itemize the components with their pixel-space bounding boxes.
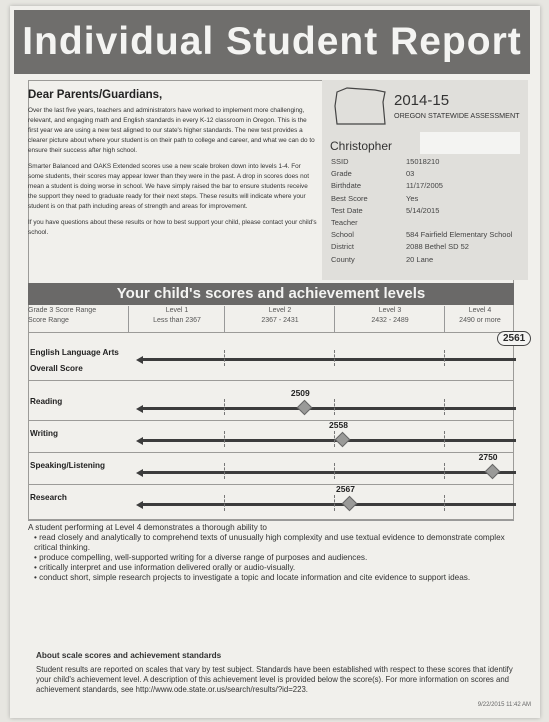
divider (28, 380, 514, 381)
assessment-name: OREGON STATEWIDE ASSESSMENT (394, 111, 520, 120)
level-1-name: Level 1 (165, 307, 189, 314)
info-label: Teacher (331, 218, 358, 227)
info-value: 5/14/2015 (406, 205, 440, 215)
divider (28, 332, 514, 333)
level-3-range: 2432 - 2489 (371, 317, 409, 324)
grade-score-range-label: Grade 3 Score Range (28, 307, 97, 314)
level-description-intro: A student performing at Level 4 demonstrates a thorough ability to (28, 523, 267, 532)
redacted-surname (420, 132, 520, 154)
info-value: 03 (406, 169, 415, 179)
level-tick (444, 350, 446, 366)
info-value: 20 Lane (406, 254, 434, 264)
letter-greeting: Dear Parents/Guardians, (28, 89, 163, 101)
letter-paragraph-1: Over the last five years, teachers and administrators have worked to implement more challenging, relevant, and engaging math and English standards in every K-12 classroom in Oregon. This is the first year we are using a new test aligned to our state's higher standards. The new test provides a clearer picture about where your student is on their path to college and career, and what we can do to ensure their success after high school. (28, 107, 315, 154)
level-tick (444, 399, 446, 415)
oregon-outline-icon (333, 86, 389, 128)
school-year: 2014-15 (394, 92, 450, 109)
level-tick (224, 399, 226, 415)
divider (28, 484, 514, 485)
level-range-labels (28, 306, 128, 332)
level-tick (224, 350, 226, 366)
info-label: Grade (331, 169, 352, 179)
level-tick (224, 431, 226, 447)
about-text: Student results are reported on scales that vary by test subject. Standards have been established with respect to these scores that identify your child's achievement level. A description of this achievement level is provided below the score(s). For more information on scores and achievement standards, see http://www.ode.state.or.us/search/results/?id=223. (36, 665, 513, 694)
info-value: 15018210 (406, 157, 440, 166)
info-label: County (331, 254, 355, 264)
letter-paragraph-2: Smarter Balanced and OAKS Extended scores use a new scale broken down into levels 1-4. For some students, their scores may appear lower than they were in the past. A drop in scores does not mean a student is doing worse in school. We have simply raised the bar to ensure students receive the support they need to graduate ready for their next steps. These results will indicate where your student is on that path including areas of strength and areas for improvement. (28, 163, 309, 210)
level-2-name: Level 2 (268, 307, 292, 314)
claim-label: Speaking/Listening (30, 461, 106, 470)
overall-score-bar (142, 358, 516, 361)
level-description-list (28, 533, 514, 583)
level-tick (334, 495, 336, 511)
claim-score-bar (142, 407, 516, 410)
info-label: Best Score (331, 193, 368, 203)
claim-label: Reading (30, 397, 63, 406)
level-2-range: 2367 - 2431 (261, 317, 299, 324)
level-description-item: • produce compelling, well-supported writing for a diverse range of purposes and audiences. (34, 553, 514, 563)
level-tick (224, 463, 226, 479)
claim-score-value: 2509 (290, 388, 310, 398)
claim-score-value: 2750 (478, 452, 498, 462)
divider (28, 420, 514, 421)
about-scores-section (36, 651, 516, 695)
letter-paragraph-3: If you have questions about these results or how to best support your child, please contact your child's school. (28, 219, 317, 236)
level-tick (334, 399, 336, 415)
level-1-range: Less than 2367 (153, 317, 201, 324)
report-title: Individual Student Report (14, 10, 530, 74)
level-description-item: • critically interpret and use information delivered orally or audio-visually. (34, 563, 514, 573)
level-description (28, 520, 514, 639)
level-tick (444, 431, 446, 447)
level-description-item: • conduct short, simple research projects to investigate a topic and locate information and cite evidence to support ideas. (34, 573, 514, 583)
student-name: Christopher (330, 139, 393, 153)
level-1-header (128, 306, 225, 332)
level-3-name: Level 3 (378, 307, 402, 314)
level-3-header (334, 306, 445, 332)
level-4-header (444, 306, 515, 332)
ela-subject-label: English Language Arts (30, 348, 119, 357)
claim-score-bar (142, 471, 516, 474)
about-title: About scale scores and achievement standards (36, 651, 222, 660)
claim-score-value: 2558 (329, 420, 348, 430)
level-tick (444, 495, 446, 511)
info-label: Birthdate (331, 181, 362, 191)
level-tick (334, 350, 336, 366)
score-range-label: Score Range (28, 317, 69, 324)
level-2-header (224, 306, 335, 332)
scores-heading: Your child's scores and achievement levels (28, 283, 514, 305)
info-value: 2088 Bethel SD 52 (406, 242, 469, 252)
claim-label: Research (30, 493, 67, 502)
parent-letter (28, 90, 318, 244)
info-label: SSID (331, 157, 349, 166)
level-4-range: 2490 or more (459, 317, 501, 324)
claim-score-bar (142, 439, 516, 442)
claim-label: Writing (30, 429, 59, 438)
level-description-item: • read closely and analytically to comprehend texts of unusually high complexity and use textual evidence to demonstrate complex critical thinking. (34, 533, 514, 553)
info-label: School (331, 230, 354, 240)
info-value: 11/17/2005 (406, 181, 443, 191)
print-date: 9/22/2015 11:42 AM (477, 702, 531, 708)
claim-score-value: 2567 (336, 484, 355, 494)
info-label: Test Date (331, 205, 363, 215)
level-tick (334, 463, 336, 479)
claim-score-bar (142, 503, 516, 506)
overall-score-value: 2561 (497, 331, 531, 346)
level-4-name: Level 4 (468, 307, 492, 314)
info-value: 584 Fairfield Elementary School (406, 230, 513, 240)
overall-score-label: Overall Score (30, 364, 83, 373)
info-value: Yes (406, 193, 419, 203)
divider (28, 452, 514, 453)
level-tick (224, 495, 226, 511)
level-tick (444, 463, 446, 479)
info-label: District (331, 242, 354, 252)
